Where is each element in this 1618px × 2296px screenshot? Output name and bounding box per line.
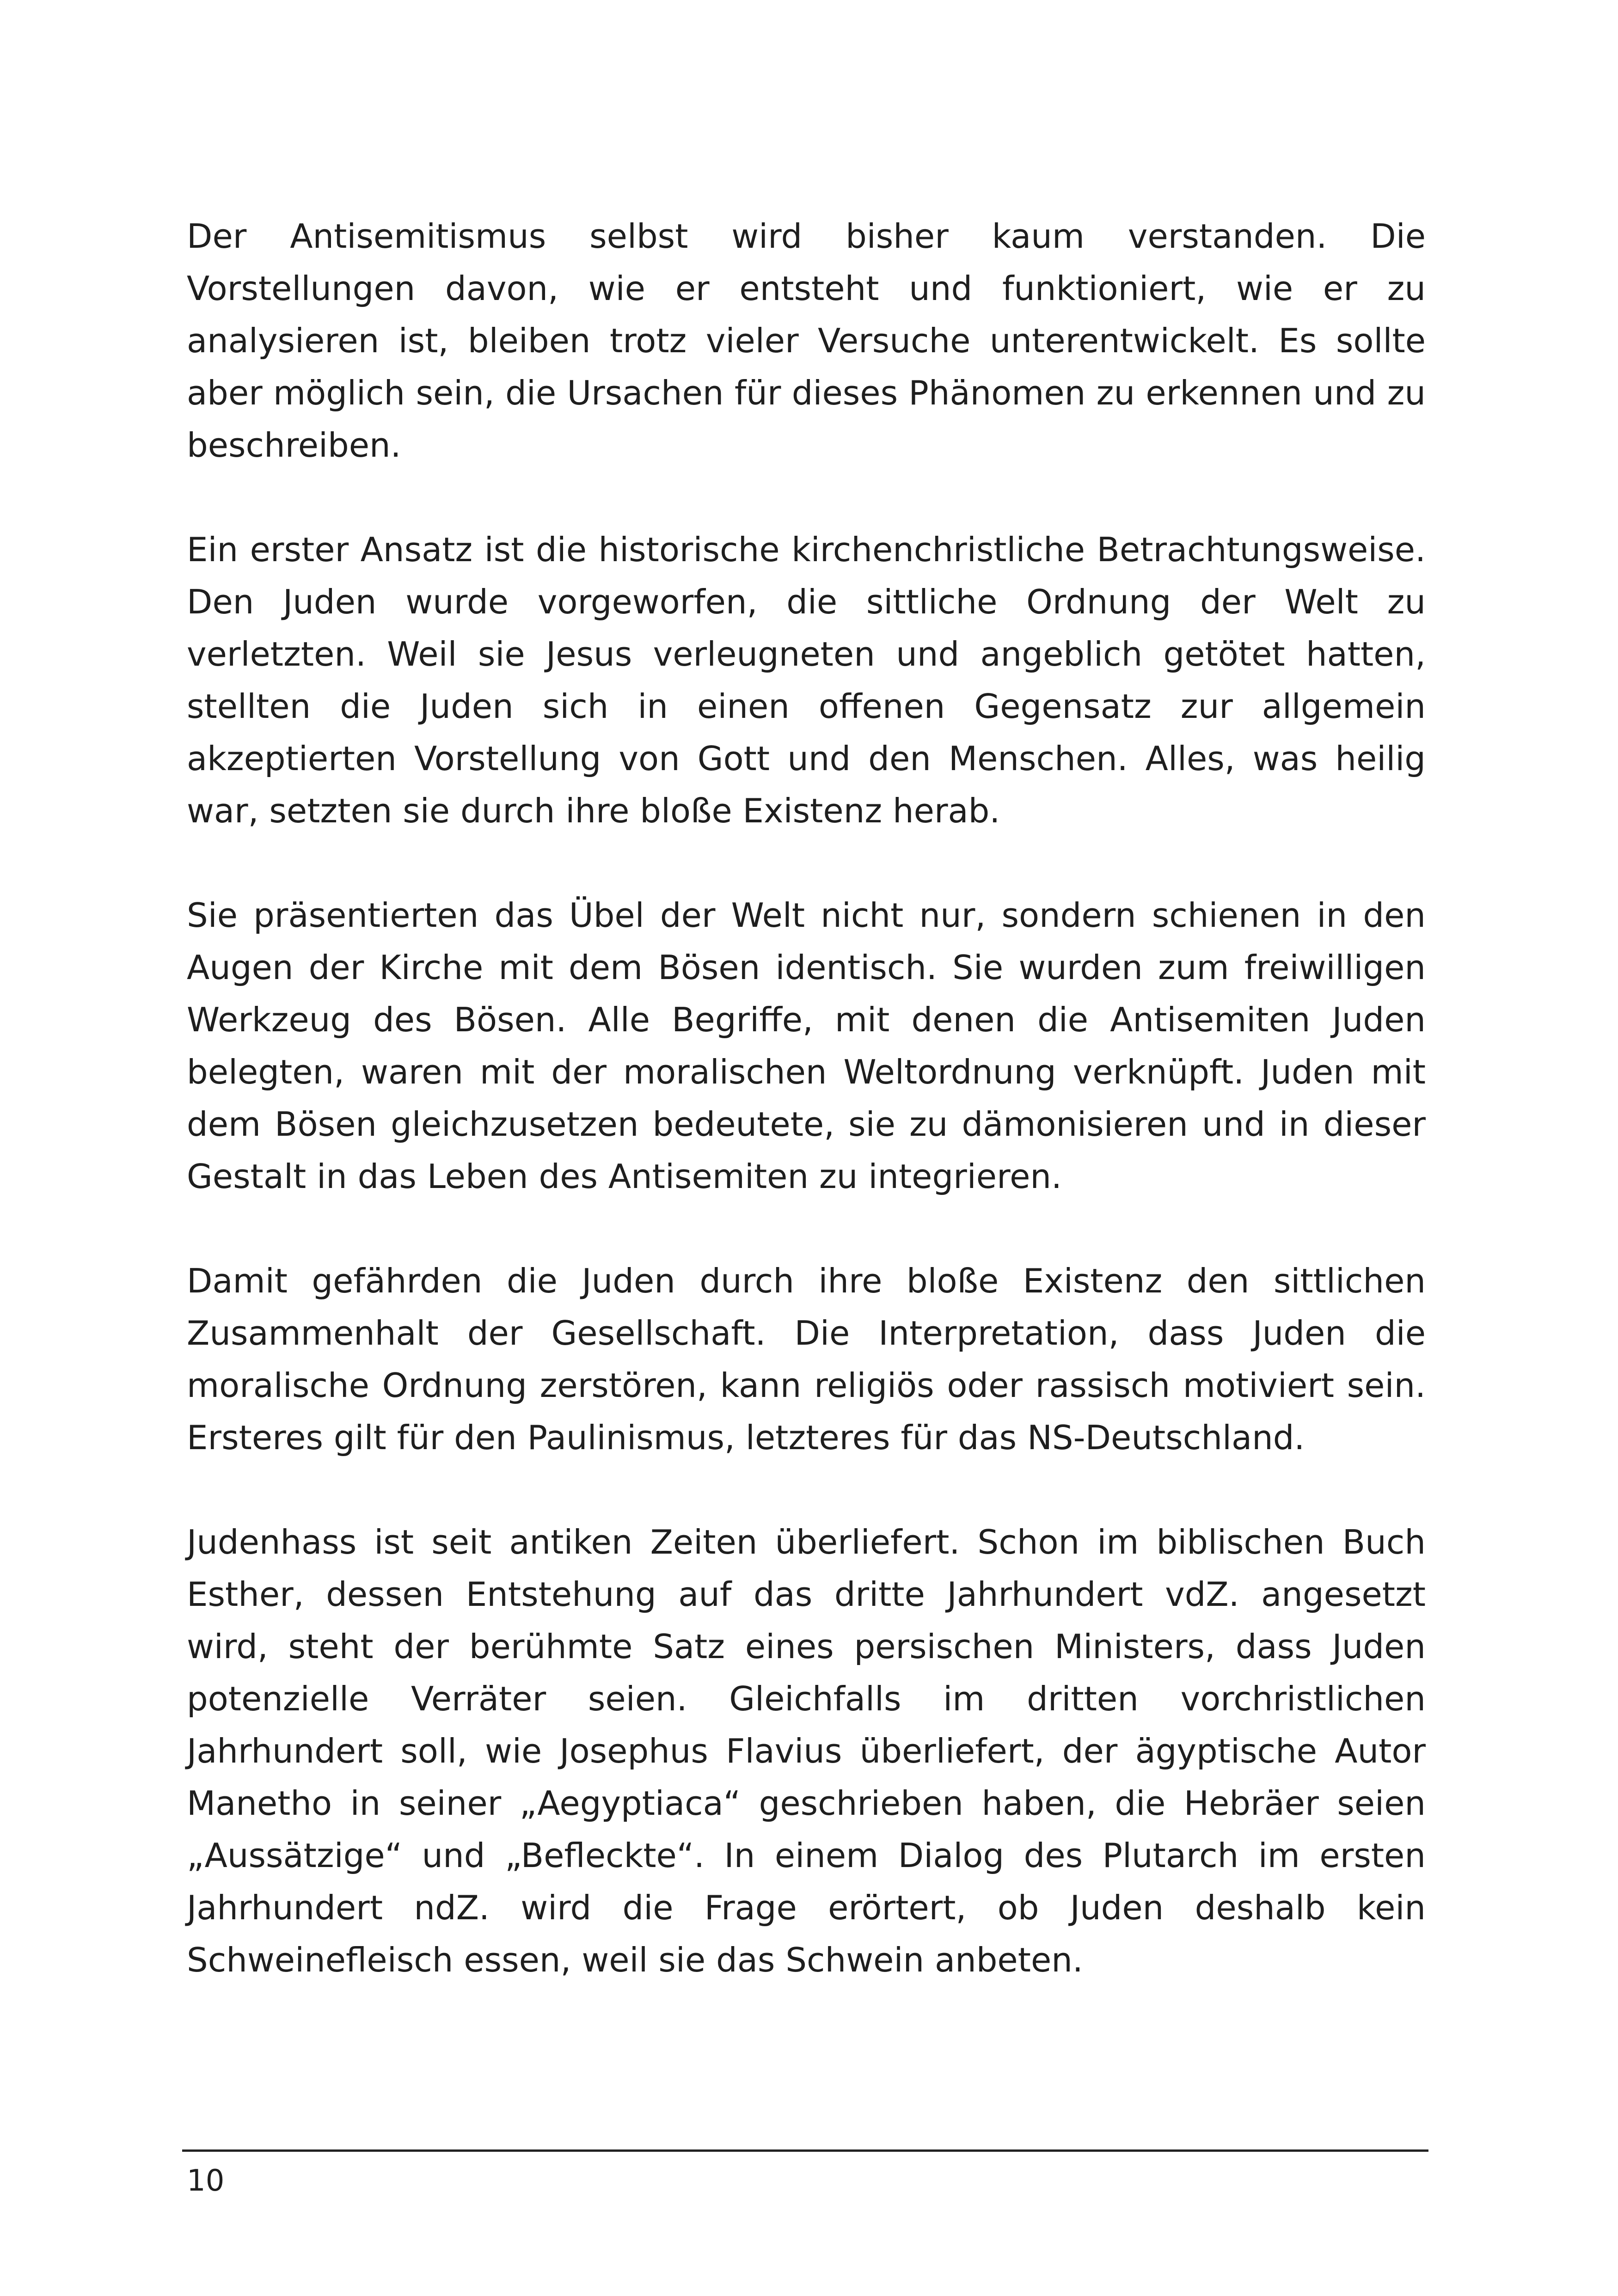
body-text <box>187 210 1426 2039</box>
page-number: 10 <box>187 2164 225 2198</box>
footer-divider <box>182 2149 1428 2152</box>
paragraph-2: Ein erster Ansatz ist die historische kirchenchristliche Betrachtungsweise. Den Juden wurde vorgeworfen, die sittliche Ordnung der Welt zu verletzten. Weil sie Jesus verleugneten und angeblich getötet hatten, stellten die Juden sich in einen offenen Gegensatz zur allgemein akzeptierten Vorstellung von Gott und den Menschen. Alles, was heilig war, setzten sie durch ihre bloße Existenz herab. <box>187 530 1426 830</box>
paragraph-3: Sie präsentierten das Übel der Welt nicht nur, sondern schienen in den Augen der Kirche mit dem Bösen identisch. Sie wurden zum freiwilligen Werkzeug des Bösen. Alle Begriffe, mit denen die Antisemiten Juden belegten, waren mit der moralischen Weltordnung verknüpft. Juden mit dem Bösen gleichzusetzen bedeutete, sie zu dämonisieren und in dieser Gestalt in das Leben des Antisemiten zu integrieren. <box>187 896 1426 1196</box>
paragraph-4: Damit gefährden die Juden durch ihre bloße Existenz den sittlichen Zusammenhalt der Gesellschaft. Die Interpretation, dass Juden die moralische Ordnung zerstören, kann religiös oder rassisch motiviert sein. Ersteres gilt für den Paulinismus, letzteres für das NS-Deutschland. <box>187 1261 1426 1457</box>
paragraph-1: Der Antisemitismus selbst wird bisher kaum verstanden. Die Vorstellungen davon, wie er entsteht und funktioniert, wie er zu analysieren ist, bleiben trotz vieler Versuche unterentwickelt. Es sollte aber möglich sein, die Ursachen für dieses Phänomen zu erkennen und zu beschreiben. <box>187 217 1426 465</box>
paragraph-5: Judenhass ist seit antiken Zeiten überliefert. Schon im biblischen Buch Esther, dessen Entstehung auf das dritte Jahrhundert vdZ. angesetzt wird, steht der berühmte Satz eines persischen Ministers, dass Juden potenzielle Verräter seien. Gleichfalls im dritten vorchristlichen Jahrhundert soll, wie Josephus Flavius überliefert, der ägyptische Autor Manetho in seiner „Aegyptiaca“ geschrieben haben, die Hebräer seien „Aussätzige“ und „Befleckte“. In einem Dialog des Plutarch im ersten Jahrhundert ndZ. wird die Frage erörtert, ob Juden deshalb kein Schweinefleisch essen, weil sie das Schwein anbeten. <box>187 1523 1426 1979</box>
